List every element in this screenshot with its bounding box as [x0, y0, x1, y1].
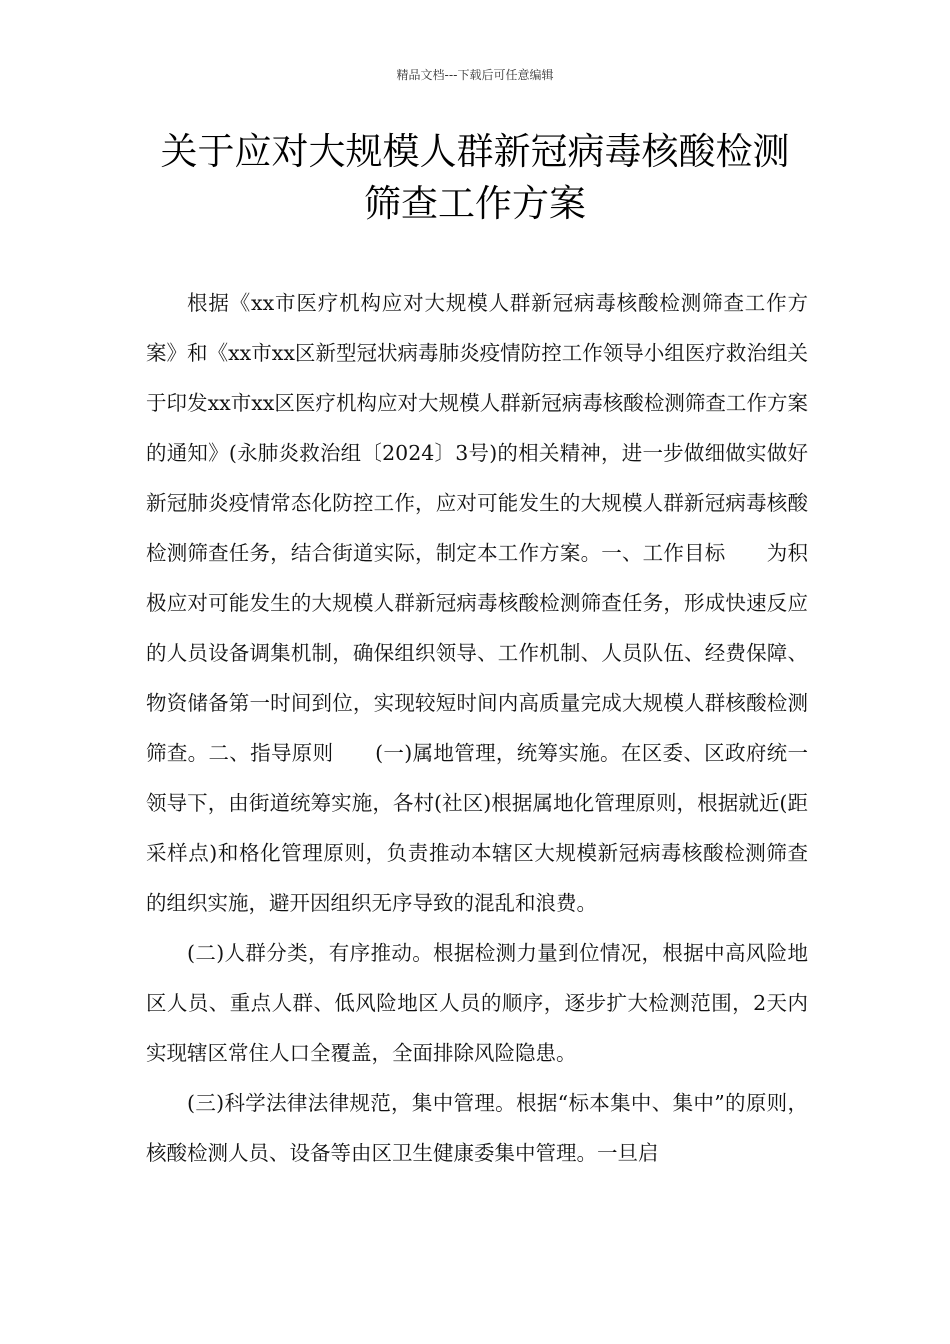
document-body	[146, 278, 808, 1178]
header-note: 精品文档---下载后可任意编辑	[396, 68, 554, 82]
title-line-1: 关于应对大规模人群新冠病毒核酸检测	[160, 130, 790, 173]
document-title	[120, 126, 830, 230]
paragraph-3: (三)科学法律法律规范，集中管理。根据“标本集中、集中”的原则，核酸检测人员、设备等由区卫生健康委集中管理。一旦启	[146, 1091, 808, 1165]
paragraph-1: 根据《xx市医疗机构应对大规模人群新冠病毒核酸检测筛查工作方案》和《xx市xx区新型冠状病毒肺炎疫情防控工作领导小组医疗救治组关于印发xx市xx区医疗机构应对大规模人群新冠病毒核酸检测筛查工作方案的通知》(永肺炎救治组〔2024〕3号)的相关精神，进一步做细做实做好新冠肺炎疫情常态化防控工作，应对可能发生的大规模人群新冠病毒核酸检测筛查任务，结合街道实际，制定本工作方案。一、工作目标 为积极应对可能发生的大规模人群新冠病毒核酸检测筛查任务，形成快速反应的人员设备调集机制，确保组织领导、工作机制、人员队伍、经费保障、物资储备第一时间到位，实现较短时间内高质量完成大规模人群核酸检测筛查。二、指导原则 (一)属地管理，统筹实施。在区委、区政府统一领导下，由街道统筹实施，各村(社区)根据属地化管理原则，根据就近(距采样点)和格化管理原则，负责推动本辖区大规模新冠病毒核酸检测筛查的组织实施，避开因组织无序导致的混乱和浪费。	[146, 291, 808, 915]
title-line-2: 筛查工作方案	[364, 182, 586, 225]
paragraph-2: (二)人群分类，有序推动。根据检测力量到位情况，根据中高风险地区人员、重点人群、低风险地区人员的顺序，逐步扩大检测范围，2天内实现辖区常住人口全覆盖，全面排除风险隐患。	[146, 941, 808, 1065]
